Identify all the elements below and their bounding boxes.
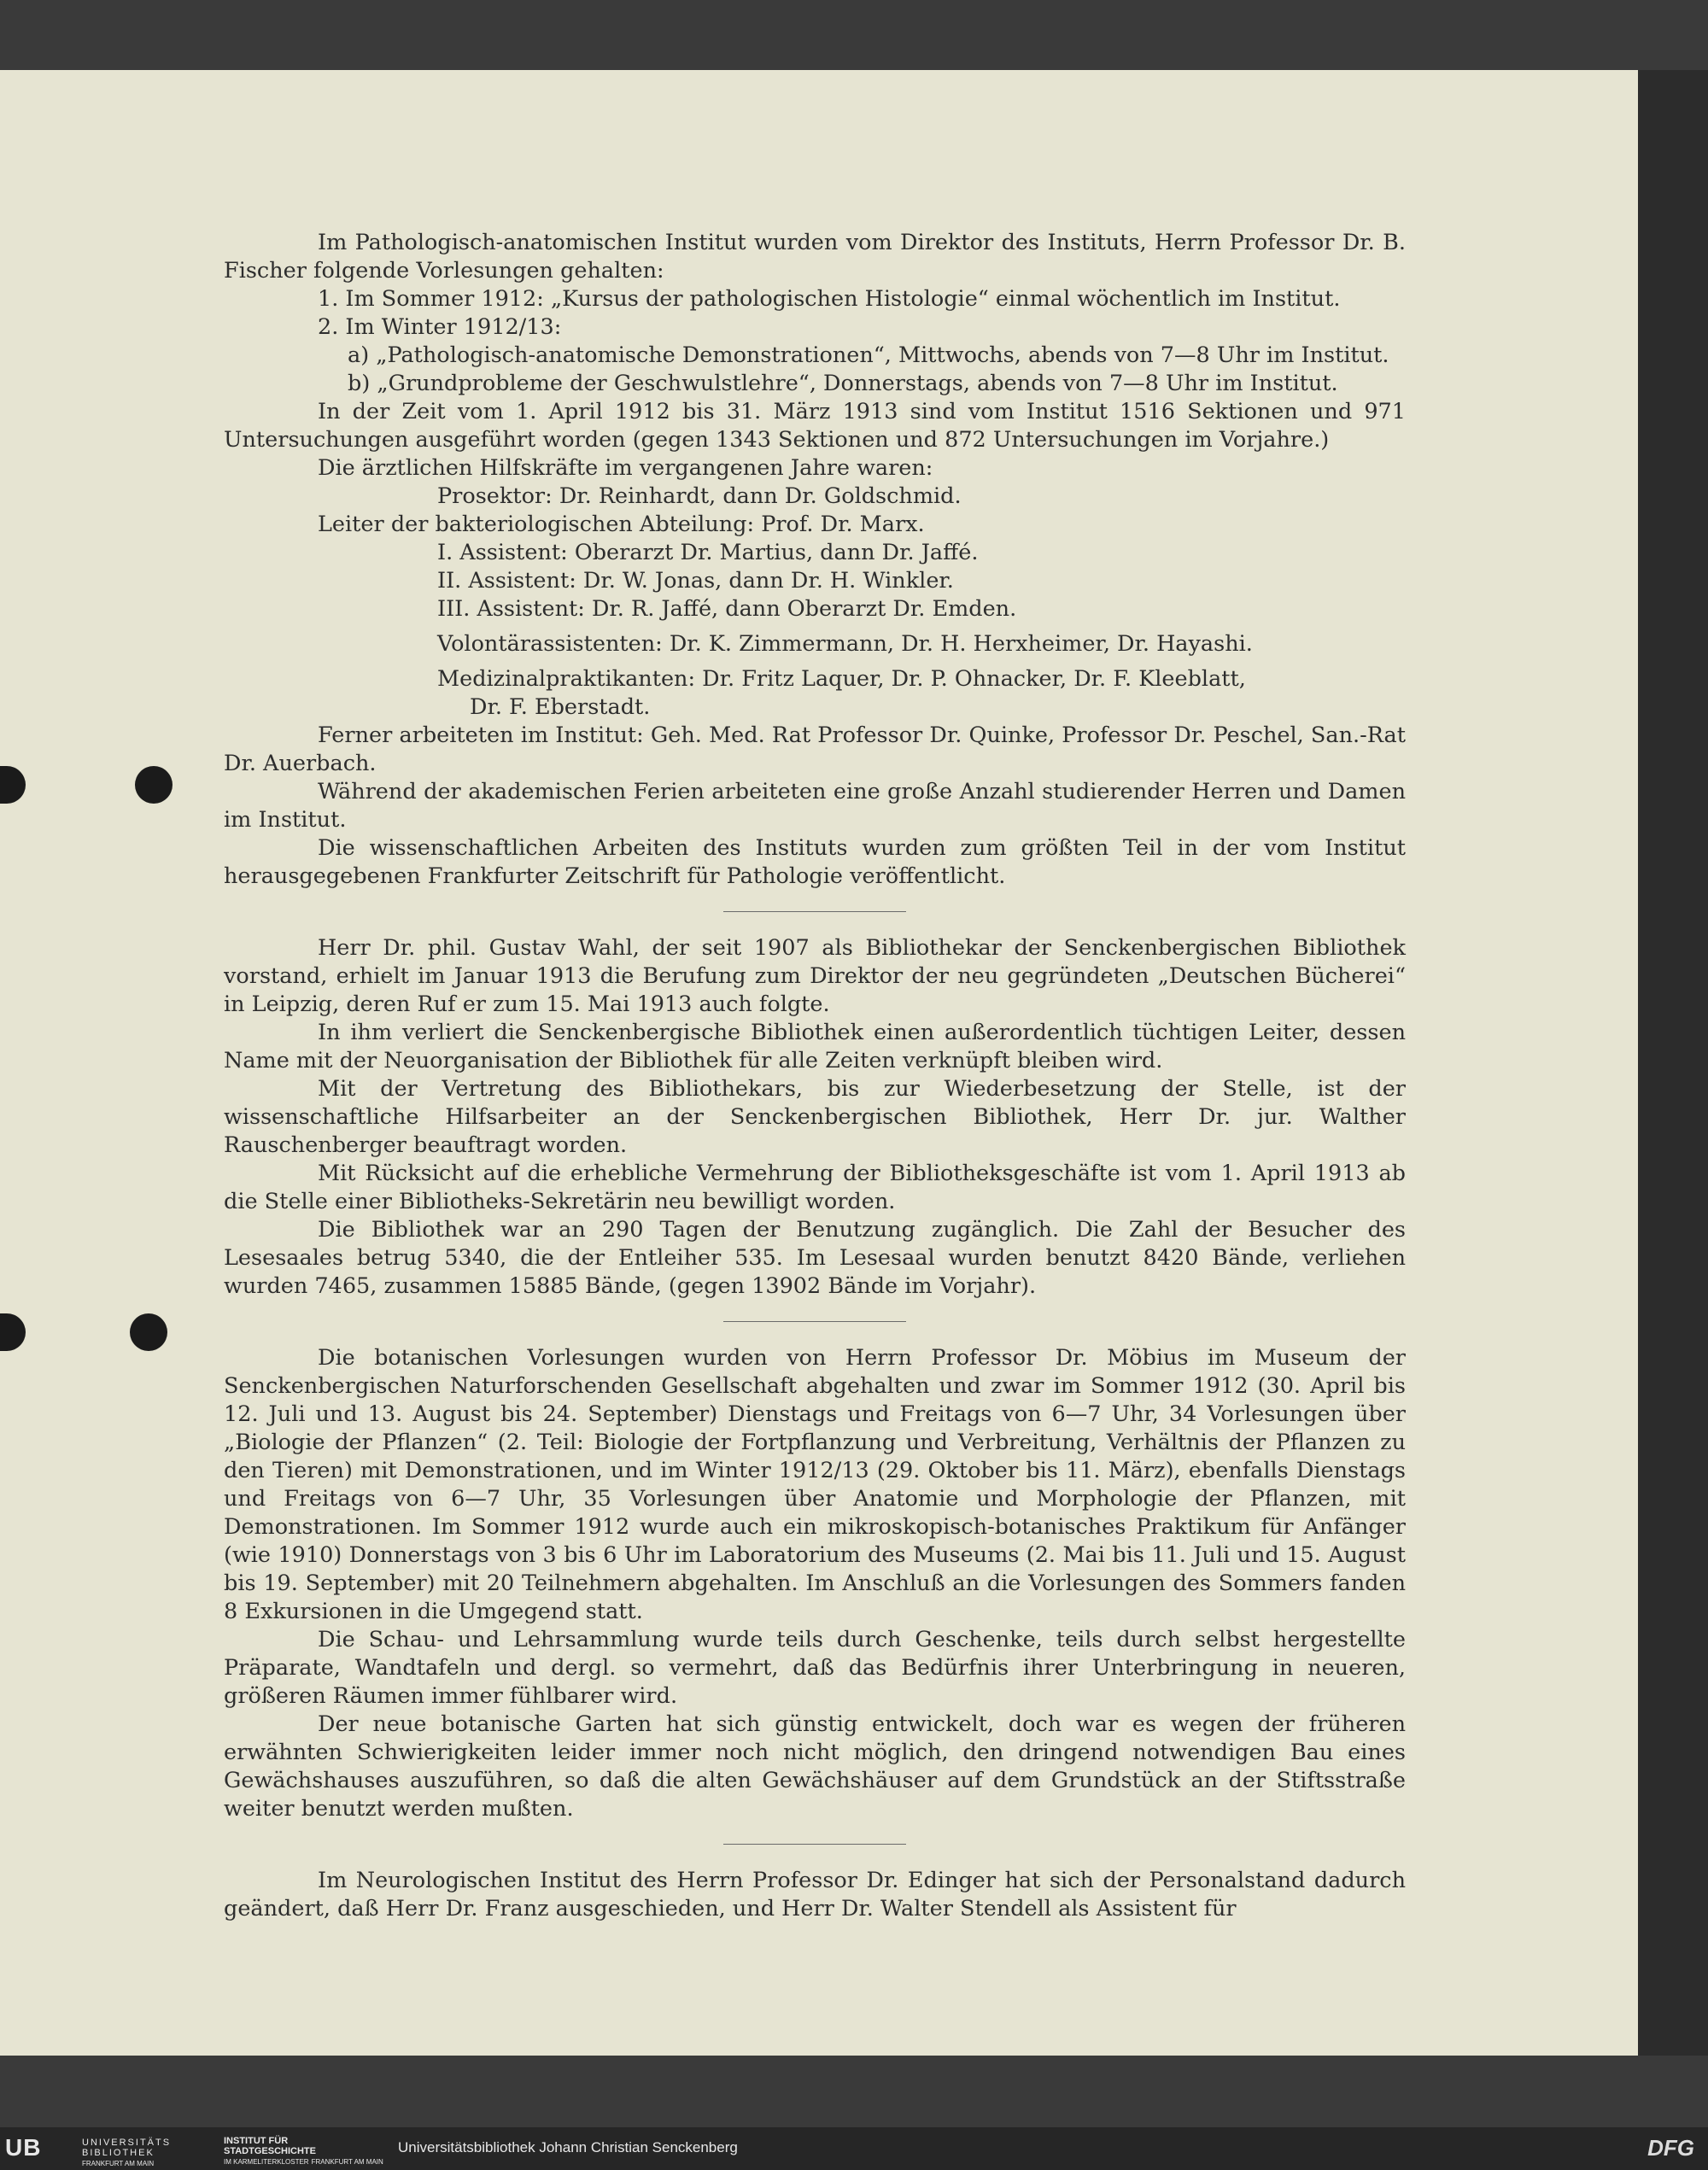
pathology-sections: In der Zeit vom 1. April 1912 bis 31. März 1913 sind vom Institut 1516 Sektionen und 971 Untersuchungen ausgeführt worden (gegen 1343 Sektionen und 872 Untersuchungen im Vorjahre.): [224, 399, 1406, 453]
pathology-holidays: Während der akademischen Ferien arbeiteten eine große Anzahl studierender Herren und Damen im Institut.: [224, 779, 1406, 833]
dfg-logo: DFG: [1647, 2135, 1694, 2161]
section-divider: [723, 911, 906, 912]
botany-collection: Die Schau- und Lehrsammlung wurde teils durch Geschenke, teils durch selbst hergestellte Präparate, Wandtafeln und dergl. so vermehrt, daß das Bedürfnis ihrer Unterbringung in neueren, größeren Räumen immer fühlbarer wird.: [224, 1627, 1406, 1709]
section-divider: [723, 1321, 906, 1322]
pathology-assistant-2: II. Assistent: Dr. W. Jonas, dann Dr. H. Winkler.: [437, 568, 954, 594]
pathology-staff-heading: Die ärztlichen Hilfskräfte im vergangenen Jahre waren:: [318, 455, 933, 481]
library-loss: In ihm verliert die Senckenbergische Bibliothek einen außerordentlich tüchtigen Leiter, dessen Name mit der Neuorganisation der Bibliothek für alle Zeiten verknüpft bleiben wird.: [224, 1020, 1406, 1073]
viewer-footer: [0, 2127, 1708, 2170]
punch-hole: [130, 1313, 167, 1351]
library-usage: Die Bibliothek war an 290 Tagen der Benutzung zugänglich. Die Zahl der Besucher des Lesesaales betrug 5340, die der Entleiher 535. Im Lesesaal wurden benutzt 8420 Bände, verliehen wurden 7465, zusammen 15885 Bände, (gegen 13902 Bände im Vorjahr).: [224, 1217, 1406, 1299]
pathology-bacteriology: Leiter der bakteriologischen Abteilung: Prof. Dr. Marx.: [318, 512, 925, 537]
pathology-volunteers: Volontärassistenten: Dr. K. Zimmermann, Dr. H. Herxheimer, Dr. Hayashi.: [437, 631, 1253, 657]
section-divider: [723, 1844, 906, 1845]
pathology-item-1: 1. Im Sommer 1912: „Kursus der pathologischen Histologie“ einmal wöchentlich im Institut.: [318, 286, 1341, 312]
pathology-item-2a: a) „Pathologisch-anatomische Demonstrationen“, Mittwochs, abends von 7—8 Uhr im Institut.: [348, 342, 1389, 368]
pathology-item-2: 2. Im Winter 1912/13:: [318, 314, 562, 340]
library-wahl: Herr Dr. phil. Gustav Wahl, der seit 1907 als Bibliothekar der Senckenbergischen Bibliothek vorstand, erhielt im Januar 1913 die Berufung zum Direktor der neu gegründeten „Deutschen Bücherei“ in Leipzig, deren Ruf er zum 15. Mai 1913 auch folgte.: [224, 935, 1406, 1017]
punch-hole: [135, 766, 173, 804]
page-edge-shadow: [1638, 70, 1708, 2056]
neurology-staff: Im Neurologischen Institut des Herrn Professor Dr. Edinger hat sich der Personalstand dadurch geändert, daß Herr Dr. Franz ausgeschieden, und Herr Dr. Walter Stendell als Assistent für: [224, 1868, 1406, 1921]
pathology-prosector: Prosektor: Dr. Reinhardt, dann Dr. Goldschmid.: [437, 483, 962, 509]
pathology-interns: Medizinalpraktikanten: Dr. Fritz Laquer, Dr. P. Ohnacker, Dr. F. Kleeblatt,: [437, 666, 1246, 692]
institute-logo-text: INSTITUT FÜR STADTGESCHICHTE IM KARMELITERKLOSTER FRANKFURT AM MAIN: [224, 2136, 383, 2166]
pathology-publications: Die wissenschaftlichen Arbeiten des Instituts wurden zum größten Teil in der vom Institut herausgegebenen Frankfurter Zeitschrift für Pathologie veröffentlicht.: [224, 835, 1406, 889]
pathology-intro: Im Pathologisch-anatomischen Institut wurden vom Direktor des Instituts, Herrn Professor Dr. B. Fischer folgende Vorlesungen gehalten:: [224, 230, 1406, 284]
library-deputy: Mit der Vertretung des Bibliothekars, bis zur Wiederbesetzung der Stelle, ist der wissenschaftliche Hilfsarbeiter an der Senckenbergischen Bibliothek, Herr Dr. jur. Walther Rauschenberger beauftragt worden.: [224, 1076, 1406, 1158]
library-name: Universitätsbibliothek Johann Christian Senckenberg: [398, 2139, 738, 2155]
ub-logo: UB: [5, 2134, 42, 2161]
pathology-assistant-1: I. Assistent: Oberarzt Dr. Martius, dann Dr. Jaffé.: [437, 540, 979, 565]
library-secretary: Mit Rücksicht auf die erhebliche Vermehrung der Bibliotheksgeschäfte ist vom 1. April 1913 ab die Stelle einer Bibliotheks-Sekretärin neu bewilligt worden.: [224, 1161, 1406, 1214]
pathology-assistant-3: III. Assistent: Dr. R. Jaffé, dann Oberarzt Dr. Emden.: [437, 596, 1017, 622]
botany-lectures: Die botanischen Vorlesungen wurden von Herrn Professor Dr. Möbius im Museum der Senckenbergischen Naturforschenden Gesellschaft abgehalten und zwar im Sommer 1912 (30. April bis 12. Juli und 13. August bis 24. September) Dienstags und Freitags von 6—7 Uhr, 34 Vorlesungen über „Biologie der Pflanzen“ (2. Teil: Biologie der Fortpflanzung und Verbreitung, Verhältnis der Pflanzen zu den Tieren) mit Demonstrationen, und im Winter 1912/13 (29. Oktober bis 11. März), ebenfalls Dienstags und Freitags von 6—7 Uhr, 35 Vorlesungen über Anatomie und Morphologie der Pflanzen, mit Demonstrationen. Im Sommer 1912 wurde auch ein mikroskopisch-botanisches Praktikum für Anfänger (wie 1910) Donnerstags von 3 bis 6 Uhr im Laboratorium des Museums (2. Mai bis 11. Juli und 15. August bis 19. September) mit 20 Teilnehmern abgehalten. Im Anschluß an die Vorlesungen des Sommers fanden 8 Exkursionen in die Umgegend statt.: [224, 1345, 1406, 1624]
ub-logo-text: UNIVERSITÄTS BIBLIOTHEK FRANKFURT AM MAIN: [82, 2138, 172, 2167]
pathology-item-2b: b) „Grundprobleme der Geschwulstlehre“, Donnerstags, abends von 7—8 Uhr im Institut.: [348, 371, 1338, 396]
document-text: [224, 229, 1406, 1923]
pathology-interns-cont: Dr. F. Eberstadt.: [470, 694, 651, 720]
botany-garden: Der neue botanische Garten hat sich günstig entwickelt, doch war es wegen der früheren erwähnten Schwierigkeiten leider immer noch nicht möglich, den dringend notwendigen Bau eines Gewächshauses auszuführen, so daß die alten Gewächshäuser auf dem Grundstück an der Stiftsstraße weiter benutzt werden mußten.: [224, 1711, 1406, 1822]
pathology-also-worked: Ferner arbeiteten im Institut: Geh. Med. Rat Professor Dr. Quinke, Professor Dr. Peschel, San.-Rat Dr. Auerbach.: [224, 722, 1406, 776]
